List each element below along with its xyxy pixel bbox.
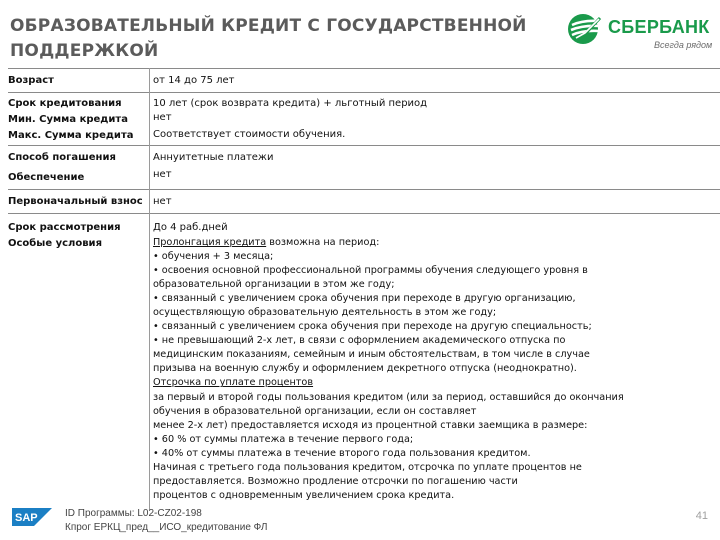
- value-min-amount: нет: [153, 112, 172, 123]
- page-title: [10, 14, 530, 64]
- prolongation-title: Пролонгация кредита: [153, 237, 267, 248]
- condition-line: за первый и второй годы пользования кредитом (или за период, оставшийся до окончания: [153, 391, 624, 403]
- label-collateral: Обеспечение: [8, 172, 85, 183]
- condition-line: процентов с одновременным увеличением срока кредита.: [153, 489, 455, 501]
- sap-logo-text: SAP: [15, 512, 38, 524]
- condition-line: • связанный с увеличением срока обучения при переходе в другую организацию,: [153, 293, 576, 305]
- footer-program-id: ID Программы: L02-CZ02-198: [65, 508, 202, 519]
- label-age: Возраст: [8, 75, 54, 86]
- footer-program-name: Кпрог ЕРКЦ_пред__ИСО_кредитование ФЛ: [65, 522, 268, 533]
- prolongation-rest: возможна на период:: [266, 237, 380, 248]
- condition-line: • обучения + 3 месяца;: [153, 251, 274, 263]
- logo-slogan: Всегда рядом: [654, 40, 713, 50]
- value-max-amount: Соответствует стоимости обучения.: [153, 129, 346, 140]
- value-term: 10 лет (срок возврата кредита) + льготный период: [153, 98, 428, 109]
- row-divider: [8, 145, 720, 146]
- value-repayment: Аннуитетные платежи: [153, 152, 274, 163]
- sap-logo-icon: [12, 508, 52, 526]
- condition-line: призыва на военную службу и оформлением декретного отпуска (неоднократно).: [153, 363, 577, 375]
- condition-line: осуществляющую образовательную деятельность в этом же году;: [153, 307, 497, 319]
- column-divider: [149, 68, 150, 510]
- footer-info: [65, 507, 268, 535]
- prolongation-line: [153, 236, 713, 250]
- value-collateral: нет: [153, 169, 172, 180]
- row-divider: [8, 189, 720, 190]
- label-max-amount: Макс. Сумма кредита: [8, 130, 134, 141]
- title-line-1: ОБРАЗОВАТЕЛЬНЫЙ КРЕДИТ С ГОСУДАРСТВЕННОЙ: [10, 16, 527, 36]
- label-special-conditions: Особые условия: [8, 238, 102, 249]
- condition-line: предоставляется. Возможно продление отсрочки по погашению части: [153, 475, 518, 487]
- condition-line: менее 2-х лет) предоставляется исходя из процентной ставки заемщика в размере:: [153, 419, 588, 431]
- condition-line: образовательной организации в этом же году;: [153, 279, 395, 291]
- label-down-payment: Первоначальный взнос: [8, 196, 143, 207]
- condition-line: обучения в образовательной организации, если он составляет: [153, 405, 477, 417]
- condition-line: Начиная с третьего года пользования кредитом, отсрочка по уплате процентов не: [153, 461, 582, 473]
- label-review-period: Срок рассмотрения: [8, 222, 121, 233]
- sberbank-mark-icon: [566, 12, 606, 46]
- label-repayment: Способ погашения: [8, 152, 116, 163]
- table-top-border: [8, 68, 720, 69]
- logo-name: СБЕРБАНК: [608, 17, 710, 37]
- label-min-amount: Мин. Сумма кредита: [8, 114, 128, 125]
- condition-line: • не превышающий 2-х лет, в связи с оформлением академического отпуска по: [153, 335, 566, 347]
- deferral-title: Отсрочка по уплате процентов: [153, 377, 314, 389]
- condition-line: • 40% от суммы платежа в течение второго года пользования кредитом.: [153, 447, 531, 459]
- value-review-period: До 4 раб.дней: [153, 222, 228, 233]
- sberbank-logo: [566, 12, 716, 52]
- special-conditions-text: [153, 236, 713, 503]
- condition-line: медицинским показаниям, семейным и иным обстоятельствам, в том числе в случае: [153, 349, 590, 361]
- value-age: от 14 до 75 лет: [153, 75, 235, 86]
- label-term: Срок кредитования: [8, 98, 122, 109]
- page-number: 41: [695, 510, 708, 522]
- row-divider: [8, 213, 720, 214]
- value-down-payment: нет: [153, 196, 172, 207]
- condition-line: • связанный с увеличением срока обучения при переходе на другую специальность;: [153, 321, 592, 333]
- title-line-2: ПОДДЕРЖКОЙ: [10, 41, 159, 61]
- row-divider: [8, 92, 720, 93]
- condition-line: • 60 % от суммы платежа в течение первого года;: [153, 433, 414, 445]
- condition-line: • освоения основной профессиональной программы обучения следующего уровня в: [153, 265, 588, 277]
